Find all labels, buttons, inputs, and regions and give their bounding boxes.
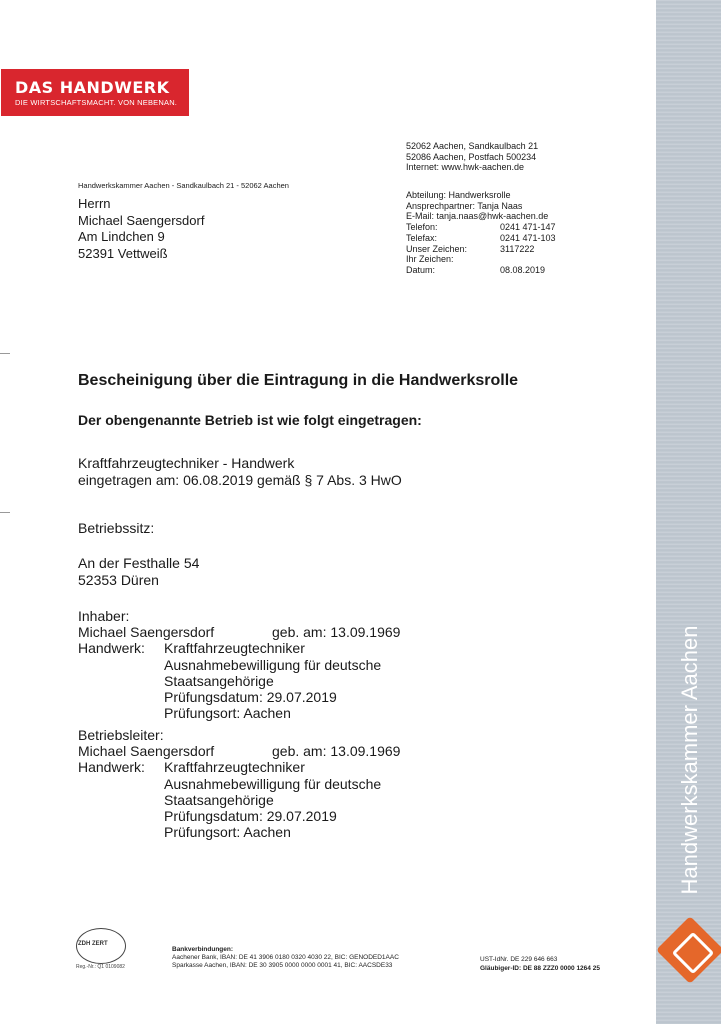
owner-permit: Ausnahmebewilligung für deutsche [164, 656, 382, 673]
recipient-line: 52391 Vettweiß [78, 245, 168, 261]
trade-registration: eingetragen am: 06.08.2019 gemäß § 7 Abs. 3 HwO [78, 471, 402, 488]
manager-birthdate: geb. am: 13.09.1969 [272, 743, 401, 760]
business-seat-label: Betriebssitz: [78, 520, 155, 536]
contact-block [406, 190, 556, 276]
sidebar-text: Handwerkskammer Aachen [677, 625, 702, 895]
owner-exam-place: Prüfungsort: Aachen [164, 705, 291, 722]
vat-id: UST-IdNr. DE 229 646 663 [480, 956, 558, 963]
sender-address-line: Internet: www.hwk-aachen.de [406, 162, 525, 172]
contact-key: Telefon: [406, 222, 438, 233]
sender-address [406, 141, 538, 173]
manager-block [78, 727, 400, 840]
sender-address-line: 52086 Aachen, Postfach 500234 [406, 151, 537, 162]
contact-key: Telefax: [406, 232, 438, 243]
manager-exam-place: Prüfungsort: Aachen [164, 824, 291, 841]
owner-name: Michael Saengersdorf [78, 624, 215, 641]
contact-key: Ihr Zeichen: [406, 254, 454, 265]
manager-trade-label: Handwerk: [78, 759, 145, 776]
recipient-address [78, 196, 204, 262]
bank-line: Sparkasse Aachen, IBAN: DE 30 3905 0000 0000 0001 41, BIC: AACSDE33 [172, 962, 393, 970]
owner-block [78, 608, 400, 721]
cert-registration: Reg.-Nr.: Q1 0109082 [76, 964, 125, 970]
owner-label: Inhaber: [78, 608, 130, 624]
recipient-line: Herrn [78, 196, 111, 211]
contact-value: 3117222 [500, 243, 535, 254]
contact-row [406, 244, 556, 255]
manager-exam-date: Prüfungsdatum: 29.07.2019 [164, 807, 337, 824]
trade-block [78, 455, 402, 488]
manager-trade: Kraftfahrzeugtechniker [164, 759, 305, 776]
fold-mark [0, 512, 10, 513]
owner-trade-label: Handwerk: [78, 640, 145, 657]
fold-mark [0, 353, 10, 354]
contact-row [406, 222, 556, 233]
contact-email: E-Mail: tanja.naas@hwk-aachen.de [406, 211, 549, 222]
manager-label: Betriebsleiter: [78, 727, 164, 743]
contact-key: Datum: [406, 264, 436, 275]
seat-street: An der Festhalle 54 [78, 555, 200, 571]
sender-return-line: Handwerkskammer Aachen - Sandkaulbach 21 - 52062 Aachen [78, 181, 289, 190]
contact-key: Unser Zeichen: [406, 243, 468, 254]
document-subtitle: Der obengenannte Betrieb ist wie folgt eingetragen: [78, 412, 422, 428]
das-handwerk-logo [1, 69, 189, 116]
contact-value: 0241 471-147 [500, 222, 556, 233]
manager-permit-cont: Staatsangehörige [164, 791, 274, 808]
logo-title: DAS HANDWERK [15, 78, 170, 97]
bank-details [172, 946, 399, 971]
bank-line: Aachener Bank, IBAN: DE 41 3906 0180 0320 4030 22, BIC: GENODED1AAC [172, 954, 399, 962]
owner-birthdate: geb. am: 13.09.1969 [272, 624, 401, 641]
contact-partner: Ansprechpartner: Tanja Naas [406, 200, 523, 211]
contact-value: 08.08.2019 [500, 264, 546, 275]
zdh-cert-seal [74, 928, 128, 962]
bank-heading: Bankverbindungen: [172, 946, 234, 953]
contact-row [406, 265, 556, 276]
document-title: Bescheinigung über die Eintragung in die Handwerksrolle [78, 372, 519, 389]
creditor-id: Gläubiger-ID: DE 88 ZZZ0 0000 1264 25 [480, 964, 600, 972]
contact-value: 0241 471-103 [500, 232, 556, 243]
seat-city: 52353 Düren [78, 571, 159, 588]
contact-row [406, 254, 556, 265]
trade-name: Kraftfahrzeugtechniker - Handwerk [78, 455, 295, 471]
contact-row [406, 233, 556, 244]
cert-label: ZDH ZERT [78, 941, 108, 947]
contact-department: Abteilung: Handwerksrolle [406, 190, 511, 200]
owner-permit-cont: Staatsangehörige [164, 672, 274, 689]
owner-exam-date: Prüfungsdatum: 29.07.2019 [164, 688, 337, 705]
logo-tagline: DIE WIRTSCHAFTSMACHT. VON NEBENAN. [15, 98, 178, 107]
recipient-line: Michael Saengersdorf [78, 212, 205, 228]
sender-address-line: 52062 Aachen, Sandkaulbach 21 [406, 141, 539, 151]
recipient-line: Am Lindchen 9 [78, 229, 165, 244]
manager-name: Michael Saengersdorf [78, 743, 215, 760]
manager-permit: Ausnahmebewilligung für deutsche [164, 775, 382, 792]
owner-trade: Kraftfahrzeugtechniker [164, 640, 305, 657]
tax-details [480, 956, 600, 973]
business-seat-address [78, 555, 199, 588]
